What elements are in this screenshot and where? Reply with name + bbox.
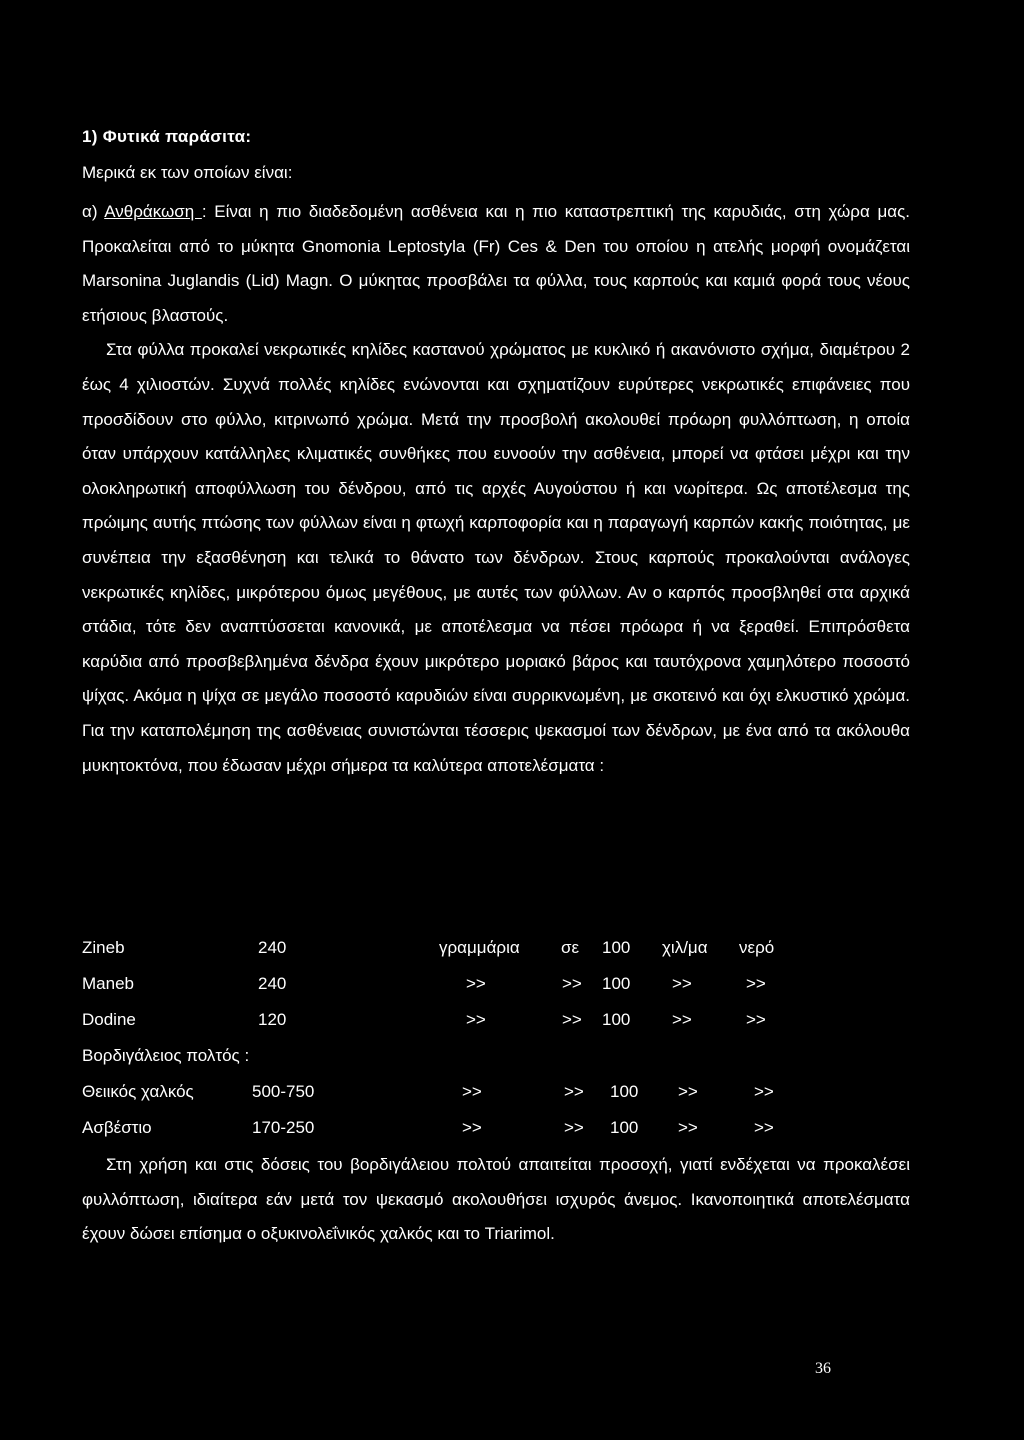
fungicide-dosage-table — [82, 938, 882, 1154]
intro-line: Μερικά εκ των οποίων είναι: — [82, 163, 293, 182]
dosage-cell-medium: νερό — [739, 938, 775, 957]
dosage-cell-product: Ασβέστιο — [82, 1118, 152, 1137]
bordeaux-rows — [82, 1082, 882, 1154]
dosage-cell-qty: 100 — [602, 974, 631, 993]
dosage-row — [82, 1082, 882, 1118]
dosage-cell-product: Θειικός χαλκός — [82, 1082, 194, 1101]
dosage-cell-amount: 170-250 — [252, 1118, 315, 1137]
dosage-cell-amount: 500-750 — [252, 1082, 315, 1101]
dosage-cell-amount: 120 — [258, 1010, 287, 1029]
dosage-cell-qty: 100 — [602, 938, 631, 957]
dosage-cell-measure: >> — [672, 974, 692, 993]
dosage-cell-per: >> — [564, 1082, 584, 1101]
anthracnose-term: Ανθράκωση — [104, 202, 202, 221]
dosage-cell-unit: >> — [462, 1118, 482, 1137]
dosage-cell-measure: >> — [678, 1118, 698, 1137]
anthracnose-description: : Είναι η πιο διαδεδομένη ασθένεια και η πιο καταστρεπτική της καρυδιάς, στη χώρα μας. Προκαλείται από το μύκητα Gnomonia Leptostyla (Fr) Ces & Den του οποίου η ατελής μορφή ονομάζεται Marsonina Juglandis (Lid) Magn. Ο μύκητας προσβάλει τα φύλλα, τους καρπούς και καμιά φορά τους νέους ετήσιους βλαστούς. — [82, 202, 910, 325]
dosage-cell-amount: 240 — [258, 938, 287, 957]
dosage-cell-medium: >> — [754, 1082, 774, 1101]
dosage-rows — [82, 938, 882, 1046]
closing-paragraph — [82, 1148, 910, 1252]
dosage-cell-measure: χιλ/μα — [662, 938, 708, 957]
dosage-cell-per: >> — [562, 974, 582, 993]
dosage-cell-medium: >> — [746, 974, 766, 993]
dosage-cell-product: Zineb — [82, 938, 125, 957]
dosage-cell-measure: >> — [672, 1010, 692, 1029]
anthracnose-body-paragraph: Στα φύλλα προκαλεί νεκρωτικές κηλίδες καστανού χρώματος με κυκλικό ή ακανόνιστο σχήμα, διαμέτρου 2 έως 4 χιλιοστών. Συχνά πολλές κηλίδες ενώνονται και σχηματίζουν ευρύτερες νεκρωτικές επιφάνειες που προσδίδουν στο φύλλο, κιτρινωπό χρώμα. Μετά την προσβολή ακολουθεί πρόωρη φυλλόπτωση, η οποία όταν υπάρχουν κατάλληλες κλιματικές συνθήκες που ευνοούν την ασθένεια, μπορεί να φτάσει μέχρι και την ολοκληρωτική αποφύλλωση του δένδρου, από τις αρχές Αυγούστου ή και νωρίτερα. Ως αποτέλεσμα της πρώιμης αυτής πτώσης των φύλλων είναι η φτωχή καρποφορία και η παραγωγή καρπών κακής ποιότητας, με συνέπεια την εξασθένηση και τελικά το θάνατο των δένδρων. Στους καρπούς προκαλούνται ανάλογες νεκρωτικές κηλίδες, μικρότερου όμως μεγέθους, με αυτές των φύλλων. Αν ο καρπός προσβληθεί στα αρχικά στάδια, τότε δεν αναπτύσσεται κανονικά, με αποτέλεσμα να πέσει πρόωρα ή να ξεραθεί. Επιπρόσθετα καρύδια από προσβεβλημένα δένδρα έχουν μικρότερο μοριακό βάρος και ταυτόχρονα χαμηλότερο ποσοστό ψίχας. Ακόμα η ψίχα σε μεγάλο ποσοστό καρυδιών είναι συρρικνωμένη, με σκοτεινό και όχι ελκυστικό χρώμα. Για την καταπολέμηση της ασθένειας συνιστώνται τέσσερις ψεκασμοί των δένδρων, με ένα από τα ακόλουθα μυκητοκτόνα, που έδωσαν μέχρι σήμερα τα καλύτερα αποτελέσματα : — [82, 340, 910, 775]
dosage-row — [82, 938, 882, 974]
dosage-cell-product: Dodine — [82, 1010, 136, 1029]
list-prefix: α) — [82, 202, 105, 221]
dosage-cell-per: >> — [562, 1010, 582, 1029]
dosage-cell-qty: 100 — [602, 1010, 631, 1029]
dosage-cell-unit: >> — [466, 974, 486, 993]
dosage-cell-unit: γραμμάρια — [439, 938, 520, 957]
dosage-cell-medium: >> — [754, 1118, 774, 1137]
dosage-cell-per: >> — [564, 1118, 584, 1137]
dosage-cell-amount: 240 — [258, 974, 287, 993]
anthracnose-section — [82, 195, 910, 783]
dosage-row — [82, 974, 882, 1010]
dosage-cell-per: σε — [561, 938, 580, 957]
dosage-cell-qty: 100 — [610, 1118, 639, 1137]
closing-text: Στη χρήση και στις δόσεις του βορδιγάλειου πολτού απαιτείται προσοχή, γιατί ενδέχεται να προκαλέσει φυλλόπτωση, ιδιαίτερα εάν μετά τον ψεκασμό ακολουθήσει ισχυρός άνεμος. Ικανοποιητικά αποτελέσματα έχουν δώσει επίσημα ο οξυκινολεΐνικός χαλκός και το Triarimol. — [82, 1155, 910, 1244]
dosage-cell-unit: >> — [462, 1082, 482, 1101]
anthracnose-intro-paragraph — [82, 195, 910, 333]
page-number: 36 — [815, 1360, 831, 1377]
dosage-cell-qty: 100 — [610, 1082, 639, 1101]
dosage-cell-measure: >> — [678, 1082, 698, 1101]
bordeaux-mixture-label: Βορδιγάλειος πολτός : — [82, 1046, 250, 1065]
dosage-cell-unit: >> — [466, 1010, 486, 1029]
dosage-cell-medium: >> — [746, 1010, 766, 1029]
dosage-cell-product: Maneb — [82, 974, 134, 993]
dosage-row — [82, 1010, 882, 1046]
section-heading: 1) Φυτικά παράσιτα: — [82, 127, 252, 146]
